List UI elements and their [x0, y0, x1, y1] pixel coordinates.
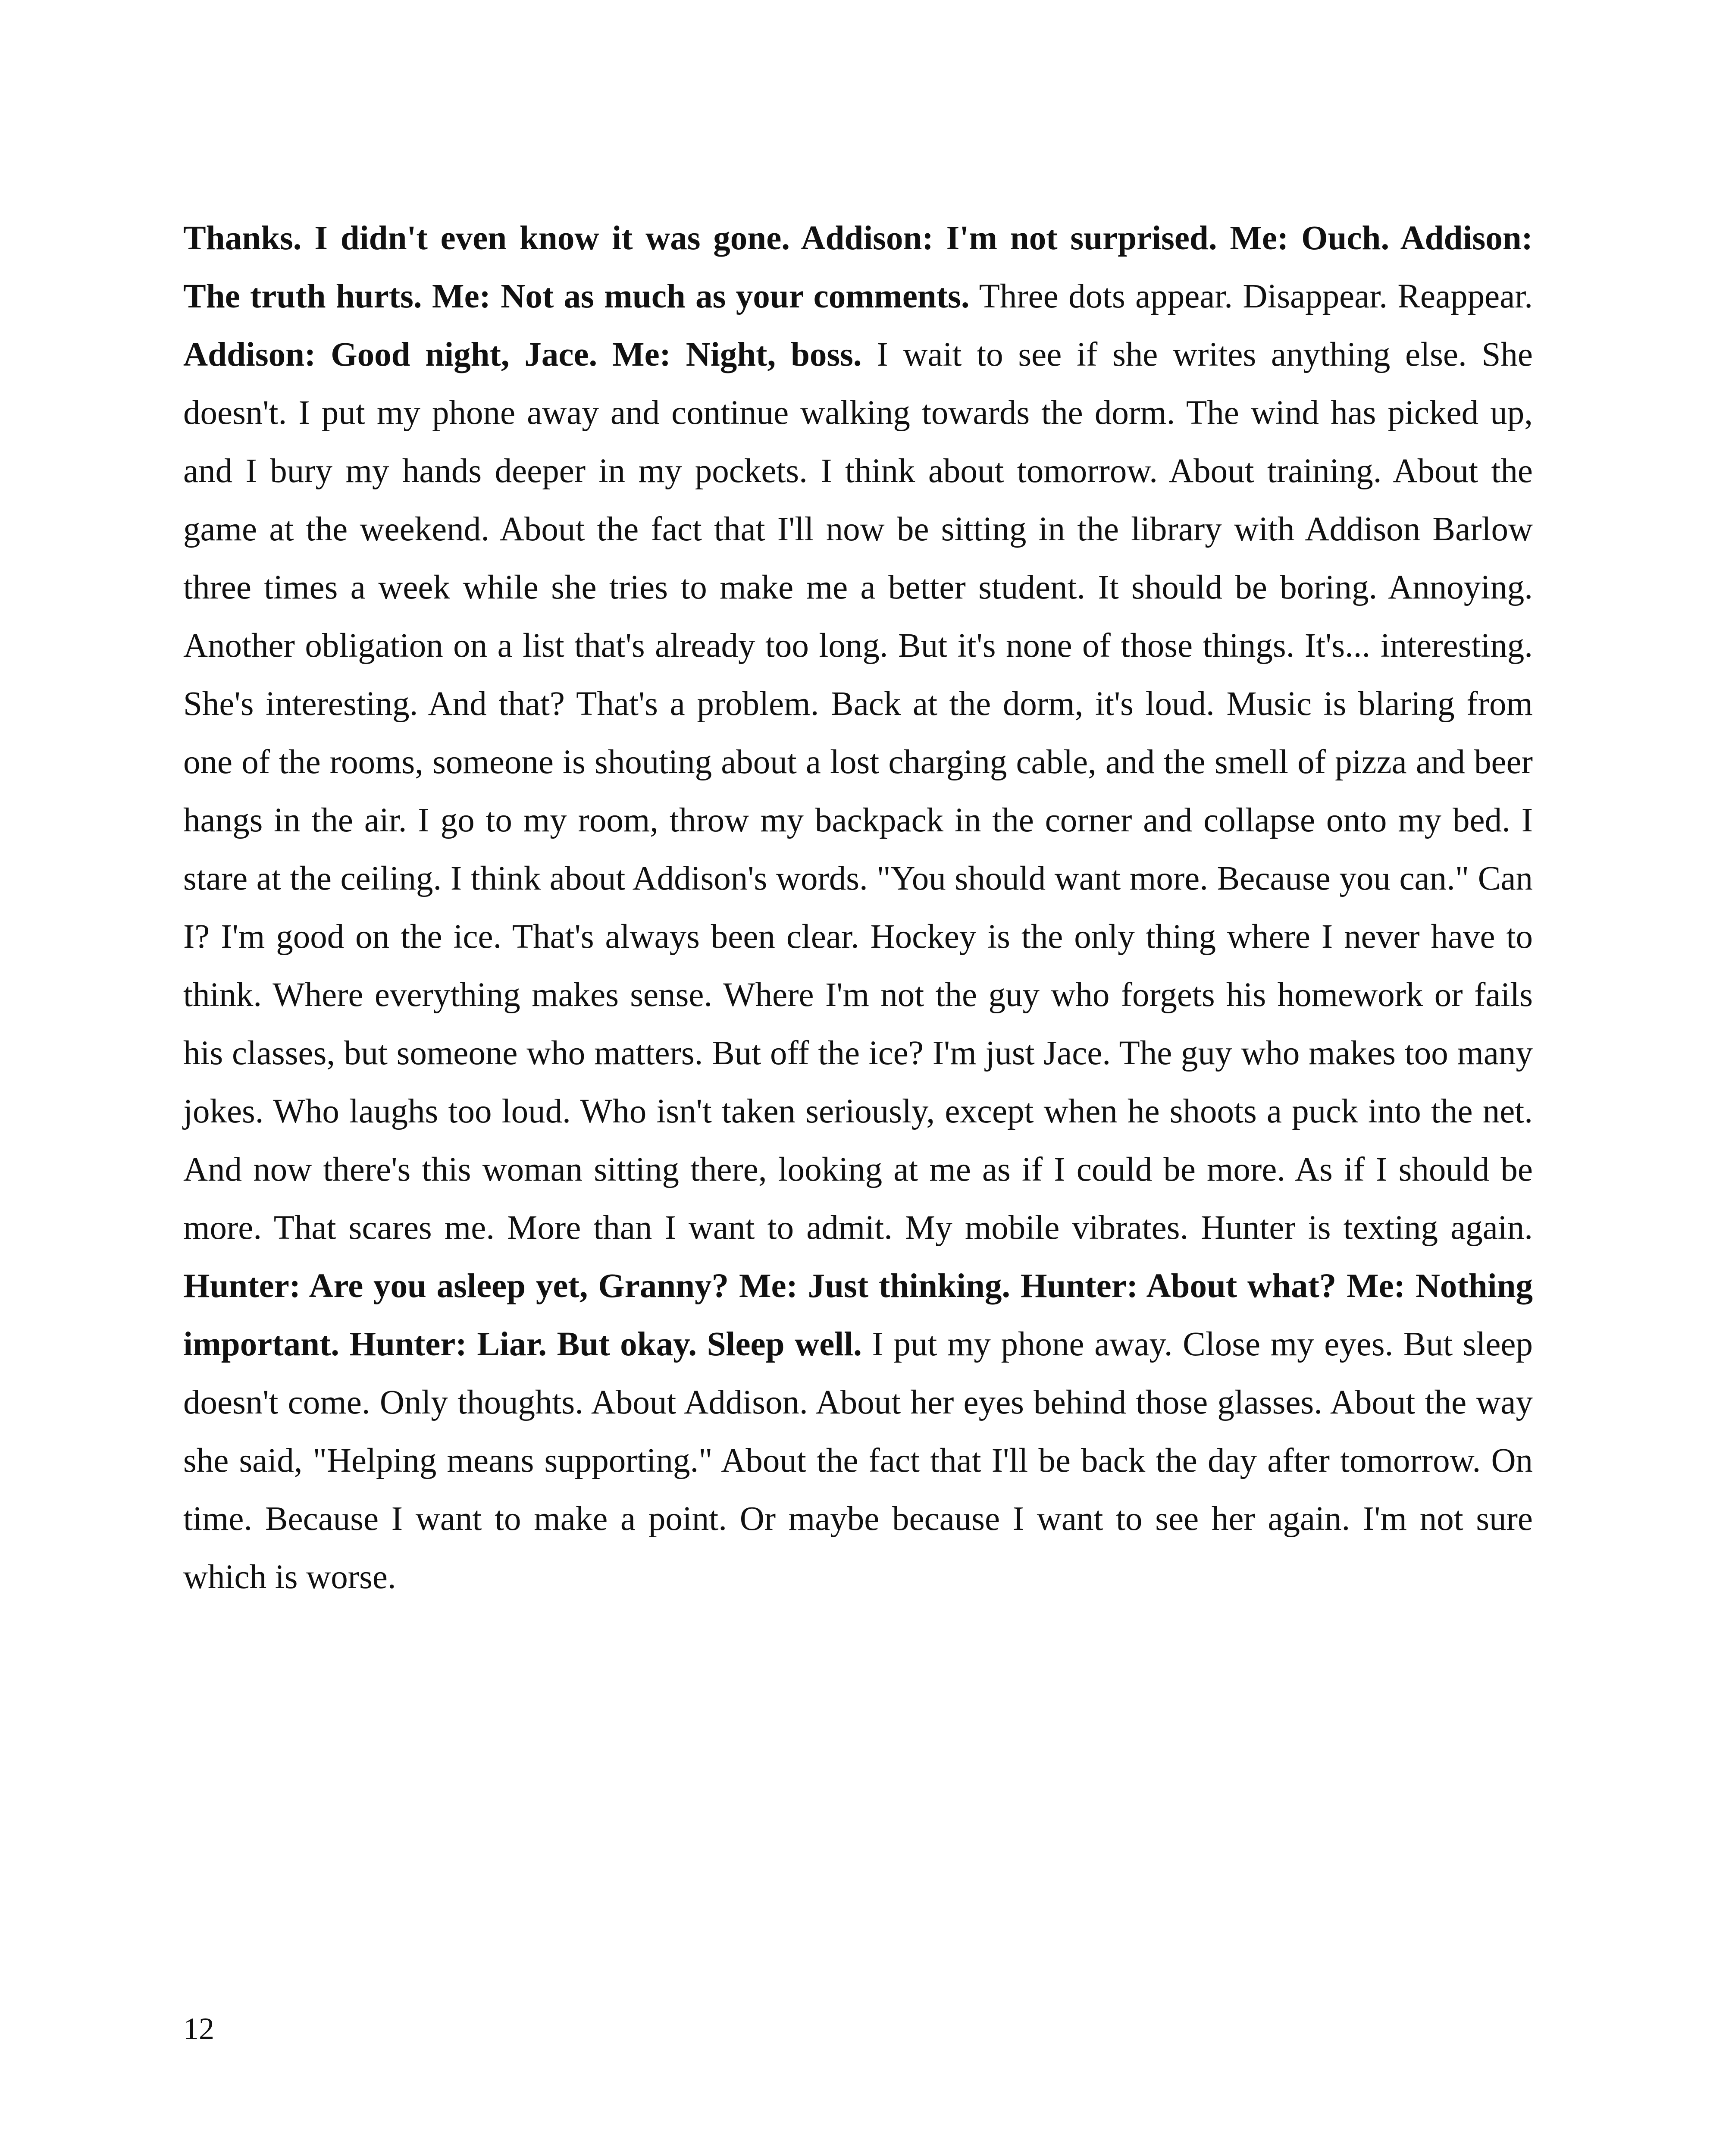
text-segment-bold: Addison: Good night, Jace. Me: Night, boss. — [183, 336, 862, 373]
text-segment-bold: Hunter: Are you asleep yet, Granny? Me: Just thinking. Hunter: About what? Me: Nothing important. Hunter: Liar. But okay. Sleep well. — [183, 1267, 1533, 1363]
body-paragraph — [183, 209, 1533, 1606]
text-segment: I wait to see if she writes anything else. She doesn't. I put my phone away and continue walking towards the dorm. The wind has picked up, and I bury my hands deeper in my pockets. I think about tomorrow. About training. About the game at the weekend. About the fact that I'll now be sitting in the library with Addison Barlow three times a week while she tries to make me a better student. It should be boring. Annoying. Another obligation on a list that's already too long. But it's none of those things. It's... interesting. She's interesting. And that? That's a problem. Back at the dorm, it's loud. Music is blaring from one of the rooms, someone is shouting about a lost charging cable, and the smell of pizza and beer hangs in the air. I go to my room, throw my backpack in the corner and collapse onto my bed. I stare at the ceiling. I think about Addison's words. "You should want more. Because you can." Can I? I'm good on the ice. That's always been clear. Hockey is the only thing where I never have to think. Where everything makes sense. Where I'm not the guy who forgets his homework or fails his classes, but someone who matters. But off the ice? I'm just Jace. The guy who makes too many jokes. Who laughs too loud. Who isn't taken seriously, except when he shoots a puck into the net. And now there's this woman sitting there, looking at me as if I could be more. As if I should be more. That scares me. More than I want to admit. My mobile vibrates. Hunter is texting again. — [183, 336, 1533, 1247]
text-segment: I put my phone away. Close my eyes. But sleep doesn't come. Only thoughts. About Addison. About her eyes behind those glasses. About the way she said, "Helping means supporting." About the fact that I'll be back the day after tomorrow. On time. Because I want to make a point. Or maybe because I want to see her again. I'm not sure which is worse. — [183, 1326, 1533, 1596]
text-segment: Three dots appear. Disappear. Reappear. — [969, 278, 1533, 315]
page-number: 12 — [183, 2012, 214, 2046]
text-segment-bold: Thanks. I didn't even know it was gone. Addison: I'm not surprised. Me: Ouch. Addison: The truth hurts. Me: Not as much as your comments. — [183, 219, 1533, 315]
